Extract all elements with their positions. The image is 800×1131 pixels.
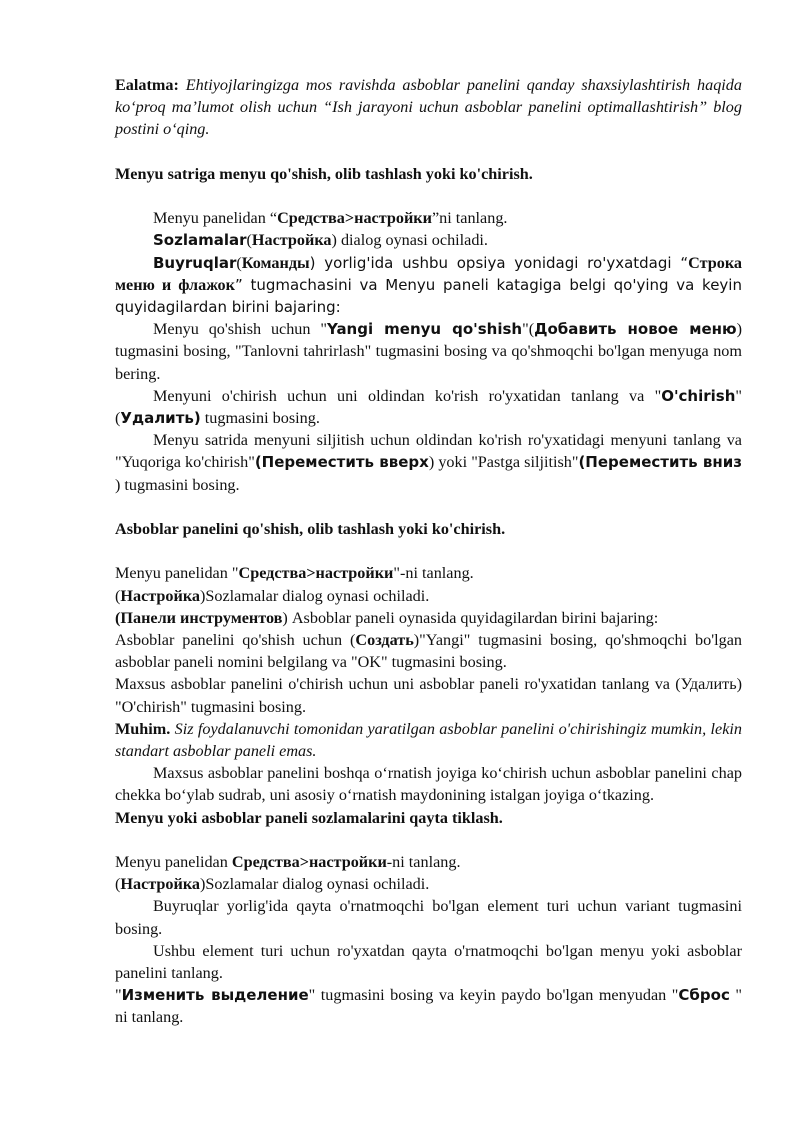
note-label: Ealatma: bbox=[115, 76, 179, 94]
section3-step-1: Menyu panelidan Средства>настройки-ni tanlang. bbox=[115, 853, 461, 872]
section1-heading: Menyu satriga menyu qo'shish, olib tashlash yoki ko'chirish. bbox=[115, 164, 533, 183]
section3-step-4: Ushbu element turi uchun ro'yxatdan qayta o'rnatmoqchi bo'lgan menyu yoki asboblar panelini tanlang. bbox=[115, 941, 742, 983]
section3-heading: Menyu yoki asboblar paneli sozlamalarini qayta tiklash. bbox=[115, 808, 503, 827]
section2-step-3: (Панели инструментов) Asboblar paneli oynasida quyidagilardan birini bajaring: bbox=[115, 608, 659, 627]
section2-heading: Asboblar panelini qo'shish, olib tashlash yoki ko'chirish. bbox=[115, 520, 506, 539]
section2-step-4: Asboblar panelini qo'shish uchun (Создать)"Yangi" tugmasini bosing, qo'shmoqchi bo'lgan asboblar paneli nomini belgilang va "OK" tugmasini bosing. bbox=[115, 631, 742, 672]
section2-step-2: (Настройка)Sozlamalar dialog oynasi ochiladi. bbox=[115, 586, 430, 605]
document-page bbox=[115, 74, 742, 1029]
section1-step-3: Buyruqlar(Команды) yorlig'ida ushbu opsiya yonidagi ro'yxatdagi “Строка меню и флажок” tugmachasini va Menyu paneli katagiga belgi qo'ying va keyin quyidagilardan birini bajaring: bbox=[115, 253, 742, 316]
section2-step-5: Maxsus asboblar panelini o'chirish uchun uni asboblar paneli ro'yxatidan tanlang va (Удалить) "O'chirish" tugmasini bosing. bbox=[115, 675, 742, 716]
section1-step-6: Menyu satrida menyuni siljitish uchun oldindan ko'rish ro'yxatidagi menyuni tanlang va "Yuqoriga ko'chirish"(Переместить вверх) yoki "Pastga siljitish"(Переместить вниз ) tugmasini bosing. bbox=[115, 431, 742, 494]
section1-step-4: Menyu qo'shish uchun "Yangi menyu qo'shish"(Добавить новое меню) tugmasini bosing, "Tanlovni tahrirlash" tugmasini bosing va qo'shmoqchi bo'lgan menyuga nom bering. bbox=[115, 320, 742, 383]
section1-step-5: Menyuni o'chirish uchun uni oldindan ko'rish ro'yxatidan tanlang va "O'chirish"(Удалить) tugmasini bosing. bbox=[115, 386, 742, 428]
section3-step-2: (Настройка)Sozlamalar dialog oynasi ochiladi. bbox=[115, 875, 430, 894]
note-text: Ehtiyojlaringizga mos ravishda asboblar panelini qanday shaxsiylashtirish haqida ko‘proq ma’lumot olish uchun “Ish jarayoni uchun asboblar panelini optimallashtirish” blog postini o‘qing. bbox=[115, 76, 742, 139]
section1-step-1: Menyu panelidan “Средства>настройки”ni tanlang. bbox=[153, 209, 508, 228]
section2-step-1: Menyu panelidan "Средства>настройки"-ni tanlang. bbox=[115, 564, 474, 583]
section3-step-3: Buyruqlar yorlig'ida qayta o'rnatmoqchi bo'lgan element turi uchun variant tugmasini bosing. bbox=[115, 897, 742, 938]
section2-step-6: Maxsus asboblar panelini boshqa o‘rnatish joyiga ko‘chirish uchun asboblar panelini chap chekka bo‘ylab sudrab, uni asosiy o‘rnatish maydonining istalgan joyiga o‘tkazing. bbox=[115, 764, 742, 805]
note-paragraph bbox=[115, 74, 742, 141]
section1-step-2: Sozlamalar(Настройка) dialog oynasi ochiladi. bbox=[153, 231, 488, 250]
section3-step-5: "Изменить выделение" tugmasini bosing va keyin paydo bo'lgan menyudan "Сброс " ni tanlang. bbox=[115, 986, 742, 1027]
section2-important-note: Muhim. Siz foydalanuvchi tomonidan yaratilgan asboblar panelini o'chirishingiz mumkin, lekin standart asboblar paneli emas. bbox=[115, 719, 742, 761]
